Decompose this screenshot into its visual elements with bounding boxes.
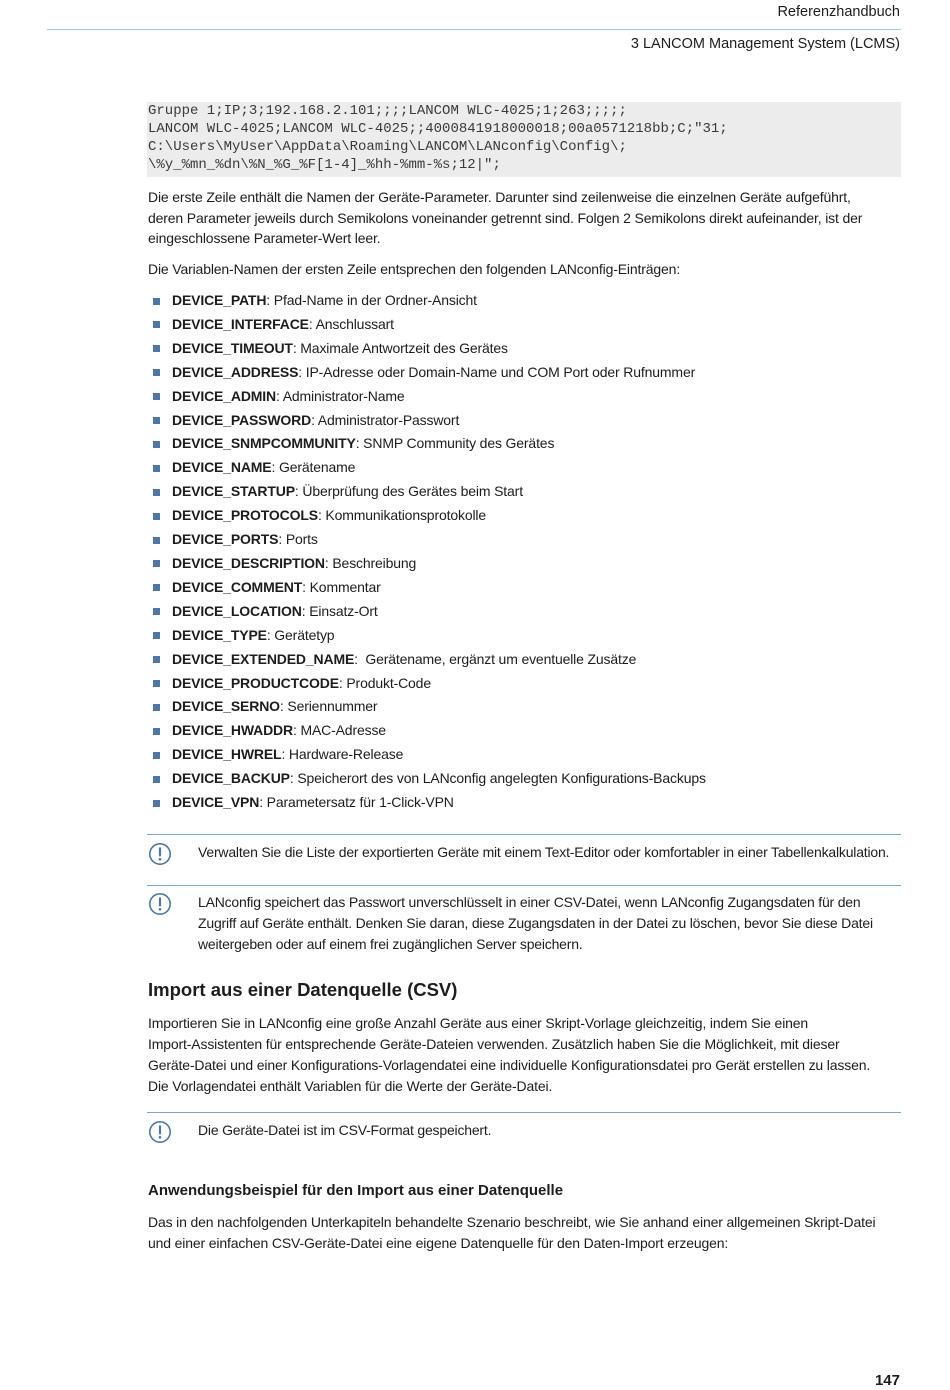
variable-item [172,361,901,385]
variable-item [172,456,901,480]
variable-description: : Hardware-Release [281,746,404,763]
variable-description: : IP-Adresse oder Domain-Name und COM Port oder Rufnummer [298,363,696,380]
section-paragraph [148,1013,901,1097]
variable-name: DEVICE_STARTUP [172,483,295,500]
note-text-line: Zugriff auf Geräte enthält. Denken Sie daran, diese Zugangsdaten in der Datei zu löschen, bevor Sie diese Datei [198,914,873,931]
square-bullet-icon [153,584,160,591]
variable-item [172,289,901,313]
variable-item [172,385,901,409]
note-text-line: LANconfig speichert das Passwort unverschlüsselt in einer CSV-Datei, wenn LANconfig Zugangsdaten für den [198,893,861,910]
paragraph-line: Das in den nachfolgenden Unterkapiteln behandelte Szenario beschreibt, wie Sie anhand einer allgemeinen Skript-Datei [148,1213,876,1230]
variable-description: : Maximale Antwortzeit des Gerätes [292,339,508,356]
variable-description: : Produkt-Code [338,674,431,691]
note-divider [147,885,901,886]
variable-name: DEVICE_NAME [172,459,272,476]
variable-description: : Administrator-Passwort [311,411,460,428]
variable-item [172,313,901,337]
paragraph-line: Die Variablen-Namen der ersten Zeile entsprechen den folgenden LANconfig-Einträgen: [148,261,681,277]
variable-name: DEVICE_ADMIN [172,387,276,404]
variable-name: DEVICE_PORTS [172,531,279,548]
variable-item [172,648,901,672]
variable-name: DEVICE_PROTOCOLS [172,507,318,524]
variable-description: : Gerätename, ergänzt um eventuelle Zusätze [354,650,637,667]
variable-description: : MAC-Adresse [292,722,386,739]
intro-paragraph [148,187,901,249]
paragraph-line: Die erste Zeile enthält die Namen der Geräte-Parameter. Darunter sind zeilenweise die einzelnen Geräte aufgeführt, [148,189,851,205]
variable-description: : Gerätetyp [266,626,335,643]
variable-name: DEVICE_EXTENDED_NAME [172,650,355,667]
exclamation-circle-icon [148,1120,172,1144]
variable-item [172,672,901,696]
square-bullet-icon [153,321,160,328]
square-bullet-icon [153,345,160,352]
variable-name: DEVICE_INTERFACE [172,315,309,332]
variable-name: DEVICE_TIMEOUT [172,339,293,356]
square-bullet-icon [153,632,160,639]
variable-item [172,576,901,600]
variable-item [172,743,901,767]
square-bullet-icon [153,800,160,807]
variable-name: DEVICE_TYPE [172,626,267,643]
variable-item [172,528,901,552]
square-bullet-icon [153,417,160,424]
note-text-line: Die Geräte-Datei ist im CSV-Format gespeichert. [198,1121,492,1138]
subsection-heading: Anwendungsbeispiel für den Import aus einer Datenquelle [148,1182,564,1199]
square-bullet-icon [153,680,160,687]
paragraph-line: deren Parameter jeweils durch Semikolons voneinander getrennt sind. Folgen 2 Semikolons direkt aufeinander, ist der [148,209,863,226]
variable-item [172,767,901,791]
variable-description: : Pfad-Name in der Ordner-Ansicht [266,292,477,308]
variable-description: : Seriennummer [279,698,378,715]
square-bullet-icon [153,560,160,567]
note-text-line: Verwalten Sie die Liste der exportierten Geräte mit einem Text-Editor oder komfortabler in einer Tabellenkalkulation. [198,844,890,860]
square-bullet-icon [153,752,160,759]
variable-item [172,600,901,624]
note-text [198,1120,901,1141]
subsection-paragraph [148,1212,901,1255]
variable-name: DEVICE_SNMPCOMMUNITY [172,435,356,452]
variable-name: DEVICE_PATH [172,292,267,308]
list-intro-paragraph [148,259,901,280]
variable-item [172,791,901,815]
square-bullet-icon [153,513,160,520]
exclamation-circle-icon [148,842,172,866]
chapter-title: 3 LANCOM Management System (LCMS) [630,36,900,52]
square-bullet-icon [153,656,160,663]
note-text [198,842,901,863]
square-bullet-icon [153,776,160,783]
variable-name: DEVICE_LOCATION [172,602,302,619]
variable-description: : Anschlussart [308,315,394,332]
variable-item [172,695,901,719]
paragraph-line: Importieren Sie in LANconfig eine große Anzahl Geräte aus einer Skript-Vorlage gleichzeitig, indem Sie einen [148,1014,809,1031]
variable-description: : Kommunikationsprotokolle [317,507,487,524]
variable-name: DEVICE_HWADDR [172,722,293,739]
square-bullet-icon [153,728,160,735]
variable-description: : Parametersatz für 1-Click-VPN [259,794,454,811]
paragraph-line: und einer einfachen CSV-Geräte-Datei eine eigene Datenquelle für den Daten-Import erzeugen: [148,1235,729,1251]
variable-description: : Überprüfung des Gerätes beim Start [294,483,523,500]
square-bullet-icon [153,537,160,544]
variable-item [172,624,901,648]
variable-item [172,432,901,456]
variable-item [172,480,901,504]
square-bullet-icon [153,465,160,472]
exclamation-circle-icon [148,892,172,916]
code-line: C:\Users\MyUser\AppData\Roaming\LANCOM\LANconfig\Config\; [148,139,627,155]
square-bullet-icon [153,298,160,305]
variable-name: DEVICE_VPN [172,794,260,811]
variable-name: DEVICE_BACKUP [172,770,290,787]
variable-name: DEVICE_ADDRESS [172,363,299,380]
variable-description: : SNMP Community des Gerätes [355,435,555,452]
code-line: \%y_%mn_%dn\%N_%G_%F[1-4]_%hh-%mm-%s;12|"; [148,157,501,173]
page-number: 147 [874,1372,900,1389]
header-divider [47,29,901,30]
note-text-line: weitergeben oder auf einem frei zugänglichen Server speichern. [198,935,583,952]
square-bullet-icon [153,489,160,496]
paragraph-line: Import-Assistenten für entsprechende Geräte-Dateien verwenden. Zusätzlich haben Sie die Möglichkeit, mit dieser [148,1035,840,1052]
note-divider [147,834,901,835]
variable-item [172,552,901,576]
variable-name: DEVICE_SERNO [172,698,280,715]
code-line: LANCOM WLC-4025;LANCOM WLC-4025;;4000841918000018;00a0571218bb;C;"31; [148,121,728,137]
variable-item [172,337,901,361]
variable-description: : Ports [278,531,318,548]
variable-name: DEVICE_HWREL [172,746,282,763]
variable-name: DEVICE_COMMENT [172,578,303,595]
variable-description: : Kommentar [302,578,381,595]
variable-name: DEVICE_PRODUCTCODE [172,674,339,691]
variable-item [172,504,901,528]
square-bullet-icon [153,393,160,400]
square-bullet-icon [153,441,160,448]
variable-description: : Beschreibung [324,554,417,571]
code-example [147,102,901,177]
code-line: Gruppe 1;IP;3;192.168.2.101;;;;LANCOM WLC-4025;1;263;;;;; [148,103,627,119]
section-heading: Import aus einer Datenquelle (CSV) [148,979,458,1000]
variable-item [172,719,901,743]
note-divider [147,1112,901,1113]
note-text [198,892,901,955]
variable-description: : Speicherort des von LANconfig angelegten Konfigurations-Backups [289,770,706,787]
paragraph-line: eingeschlossene Parameter-Wert leer. [148,230,381,246]
book-title: Referenzhandbuch [777,4,900,20]
variable-name: DEVICE_DESCRIPTION [172,554,325,571]
square-bullet-icon [153,608,160,615]
variable-item [172,409,901,433]
paragraph-line: Die Vorlagendatei enthält Variablen für die Werte der Geräte-Datei. [148,1077,553,1094]
square-bullet-icon [153,369,160,376]
variable-name: DEVICE_PASSWORD [172,411,312,428]
variable-description: : Einsatz-Ort [301,602,378,619]
variable-list [172,289,901,815]
variable-description: : Gerätename [271,459,356,476]
paragraph-line: Geräte-Datei und einer Konfigurations-Vorlagendatei eine individuelle Konfigurationsdatei pro Gerät erstellen zu lassen. [148,1056,871,1073]
variable-description: : Administrator-Name [276,387,405,404]
square-bullet-icon [153,704,160,711]
